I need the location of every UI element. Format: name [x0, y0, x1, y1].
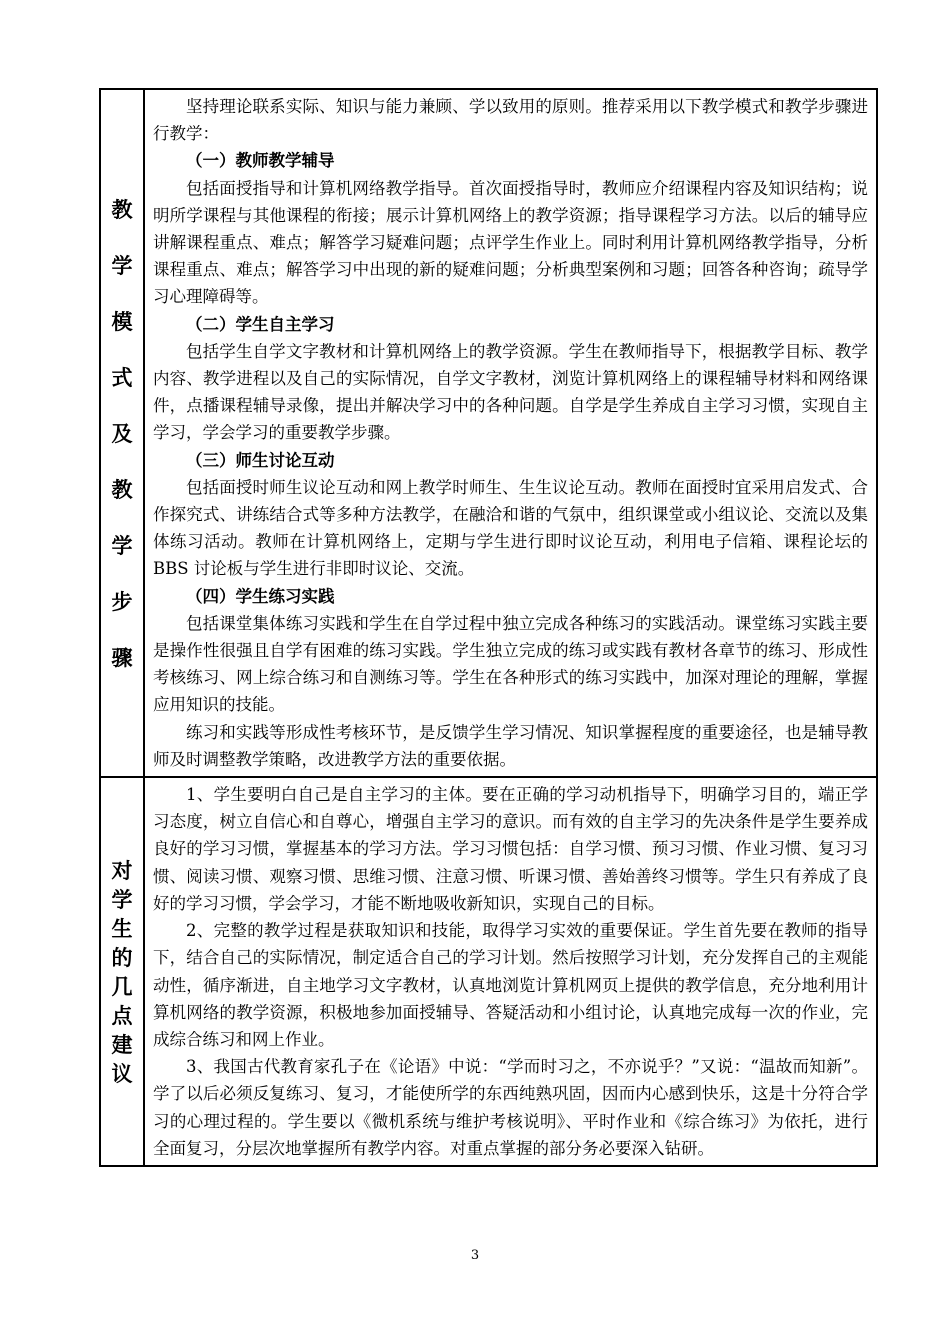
- label-char: 式: [111, 364, 133, 390]
- paragraph: 包括面授指导和计算机网络教学指导。首次面授指导时，教师应介绍课程内容及知识结构；说明所学课程与其他课程的衔接；展示计算机网络上的教学资源；指导课程学习方法。以后的辅导应讲解课程重点、难点；解答学习疑难问题；点评学生作业上。同时利用计算机网络教学指导，分析课程重点、难点；解答学习中出现的新的疑难问题；分析典型案例和习题；回答各种咨询；疏导学习心理障碍等。: [153, 178, 868, 307]
- label-char: 及: [111, 420, 133, 446]
- section-heading: （三）师生讨论互动: [186, 450, 335, 470]
- label-char: 对: [111, 857, 133, 883]
- row-label-student-advice: [101, 856, 143, 1088]
- label-char: 几: [111, 973, 133, 999]
- paragraph: 2、完整的教学过程是获取知识和技能，取得学习实效的重要保证。学生首先要在教师的指导下，结合自己的实际情况，制定适合自己的学习计划。然后按照学习计划，充分发挥自己的主观能动性，循序渐进，自主地学习文字教材，认真地浏览计算机网页上提供的教学信息，充分地利用计算机网络的教学资源，积极地参加面授辅导、答疑活动和小组讨论，认真地完成每一次的作业，完成综合练习和网上作业。: [153, 921, 868, 1049]
- paragraph: 3、我国古代教育家孔子在《论语》中说：“学而时习之，不亦说乎？”又说：“温故而知新”。学了以后必须反复练习、复习，才能使所学的东西纯熟巩固，因而内心感到快乐，这是十分符合学习的心理过程的。学生要以《微机系统与维护考核说明》、平时作业和《综合练习》为依托，进行全面复习，分层次地掌握所有教学内容。对重点掌握的部分务必要深入钻研。: [153, 1057, 868, 1158]
- label-char: 学: [111, 886, 133, 912]
- table-row-teaching-mode: [100, 89, 877, 777]
- paragraph: 练习和实践等形成性考核环节，是反馈学生学习情况、知识掌握程度的重要途径，也是辅导教师及时调整教学策略，改进教学方法的重要依据。: [153, 722, 868, 769]
- section-heading: （二）学生自主学习: [186, 314, 335, 334]
- label-char: 点: [111, 1002, 133, 1028]
- label-char: 步: [111, 588, 133, 614]
- label-char: 教: [111, 476, 133, 502]
- label-char: 生: [111, 915, 133, 941]
- paragraph: 包括学生自学文字教材和计算机网络上的教学资源。学生在教师指导下，根据教学目标、教学内容、教学进程以及自己的实际情况，自学文字教材，浏览计算机网络上的课程辅导材料和网络课件，点播课程辅导录像，提出并解决学习中的各种问题。自学是学生养成自主学习习惯，实现自主学习，学会学习的重要教学步骤。: [153, 341, 868, 443]
- label-char: 建: [111, 1031, 133, 1057]
- label-char: 议: [111, 1060, 133, 1086]
- label-char: 学: [111, 532, 133, 558]
- student-advice-content: [144, 777, 877, 1166]
- label-char: 骤: [111, 644, 133, 670]
- section-heading: （四）学生练习实践: [186, 586, 335, 606]
- label-char: 的: [111, 944, 133, 970]
- content-table: [99, 88, 878, 1167]
- label-char: 教: [111, 196, 133, 222]
- row-label-cell: [100, 777, 144, 1166]
- paragraph: 包括课堂集体练习实践和学生在自学过程中独立完成各种练习的实践活动。课堂练习实践主要是操作性很强且自学有困难的练习实践。学生独立完成的练习或实践有教材各章节的练习、形成性考核练习、网上综合练习和自测练习等。学生在各种形式的练习实践中，加深对理论的理解，掌握应用知识的技能。: [153, 613, 868, 715]
- section-heading: （一）教师教学辅导: [186, 151, 335, 171]
- row-label-teaching-mode: [101, 196, 143, 670]
- row-label-cell: [100, 89, 144, 777]
- teaching-mode-content: [144, 89, 877, 777]
- paragraph: 坚持理论联系实际、知识与能力兼顾、学以致用的原则。推荐采用以下教学模式和教学步骤进行教学：: [153, 97, 868, 144]
- label-char: 学: [111, 252, 133, 278]
- label-char: 模: [111, 308, 133, 334]
- paragraph: 1、学生要明白自己是自主学习的主体。要在正确的学习动机指导下，明确学习目的，端正学习态度，树立自信心和自尊心，增强自主学习的意识。而有效的自主学习的先决条件是学生要养成良好的学习习惯，掌握基本的学习方法。学习习惯包括：自学习惯、预习习惯、作业习惯、复习习惯、阅读习惯、观察习惯、思维习惯、注意习惯、听课习惯、善始善终习惯等。学生只有养成了良好的学习习惯，学会学习，才能不断地吸收新知识，实现自己的目标。: [153, 785, 868, 913]
- paragraph: 包括面授时师生议论互动和网上教学时师生、生生议论互动。教师在面授时宜采用启发式、合作探究式、讲练结合式等多种方法教学，在融洽和谐的气氛中，组织课堂或小组议论、交流以及集体练习活动。教师在计算机网络上，定期与学生进行即时议论互动，利用电子信箱、课程论坛的 BBS 讨论板与学生进行非即时议论、交流。: [153, 477, 868, 579]
- page-number: 3: [470, 1248, 480, 1263]
- table-row-student-advice: [100, 777, 877, 1166]
